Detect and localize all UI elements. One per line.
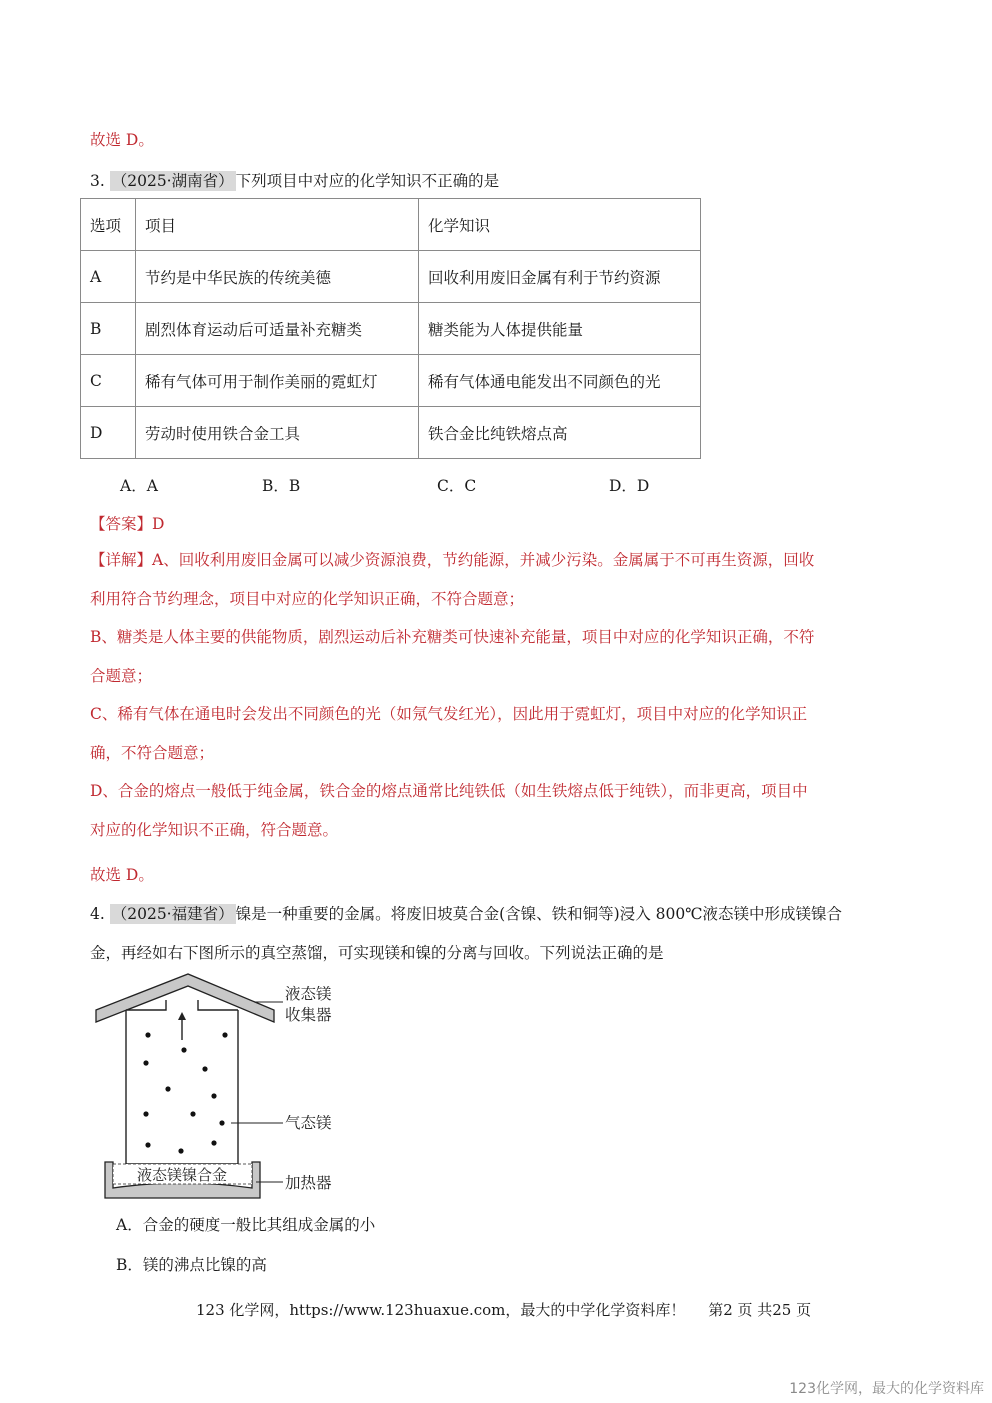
q3-option-d: D．D xyxy=(609,477,650,495)
q3-source-tag: （2025·湖南省） xyxy=(111,172,234,190)
table-cell: 回收利用废旧金属有利于节约资源 xyxy=(419,251,701,303)
table-cell: A xyxy=(81,251,136,303)
q3-answer xyxy=(90,512,164,534)
detail-label: 【详解】 xyxy=(90,551,153,569)
table-cell: 剧烈体育运动后可适量补充糖类 xyxy=(136,303,419,355)
q3-option-b: B．B xyxy=(262,477,301,495)
alloy-label: 液态镁镍合金 xyxy=(136,1166,228,1184)
page-footer xyxy=(196,1299,811,1320)
table-row xyxy=(81,407,701,459)
q3-number: 3. xyxy=(90,172,105,190)
detail-line xyxy=(90,541,905,580)
q3-stem: 下列项目中对应的化学知识不正确的是 xyxy=(235,172,500,190)
q3-option-a: A．A xyxy=(120,477,158,495)
table-cell: 糖类能为人体提供能量 xyxy=(419,303,701,355)
collector-label-2: 收集器 xyxy=(285,1006,332,1024)
detail-line: 对应的化学知识不正确，符合题意。 xyxy=(90,820,339,839)
q4-option-a: A．合金的硬度一般比其组成金属的小 xyxy=(116,1216,376,1234)
table-cell: 稀有气体可用于制作美丽的霓虹灯 xyxy=(136,355,419,407)
prev-conclusion: 故选 D。 xyxy=(90,131,154,149)
footer-text: 123 化学网，https://www.123huaxue.com，最大的中学化学资料库！ xyxy=(196,1301,686,1319)
q3-detail xyxy=(90,541,905,849)
detail-line: 合题意； xyxy=(90,666,153,685)
q4-number: 4. xyxy=(90,905,105,923)
detail-line: D、合金的熔点一般低于纯金属，铁合金的熔点通常比纯铁低（如生铁熔点低于纯铁），而非更高，项目中 xyxy=(90,782,808,800)
gas-label: 气态镁 xyxy=(285,1114,332,1132)
q4-stem-line2: 金，再经如右下图所示的真空蒸馏，可实现镁和镍的分离与回收。下列说法正确的是 xyxy=(90,944,664,962)
q4-option-b: B．镁的沸点比镍的高 xyxy=(116,1256,267,1274)
q4-stem: 镍是一种重要的金属。将废旧坡莫合金(含镍、铁和铜等)浸入 800℃液态镁中形成镁镍合 xyxy=(235,905,843,923)
heater-label: 加热器 xyxy=(285,1174,332,1192)
table-cell: 劳动时使用铁合金工具 xyxy=(136,407,419,459)
table-row xyxy=(81,303,701,355)
table-row xyxy=(81,355,701,407)
q4-stem-line1 xyxy=(90,902,842,924)
detail-line: B、糖类是人体主要的供能物质，剧烈运动后补充糖类可快速补充能量，项目中对应的化学知识正确，不符 xyxy=(90,628,815,646)
watermark: 123化学网，最大的化学资料库 xyxy=(789,1381,984,1397)
q3-stem-line xyxy=(90,169,499,191)
answer-value: D xyxy=(152,515,165,533)
answer-label: 【答案】 xyxy=(90,515,153,533)
collector-label-1: 液态镁 xyxy=(285,985,332,1003)
detail-line: 确，不符合题意； xyxy=(90,743,215,762)
q3-conclusion: 故选 D。 xyxy=(90,866,154,884)
table-cell: 铁合金比纯铁熔点高 xyxy=(419,407,701,459)
table-row xyxy=(81,251,701,303)
table-cell: 稀有气体通电能发出不同颜色的光 xyxy=(419,355,701,407)
table-cell: B xyxy=(81,303,136,355)
q3-option-c: C．C xyxy=(437,477,477,495)
q4-source-tag: （2025·福建省） xyxy=(111,905,234,923)
detail-line: C、稀有气体在通电时会发出不同颜色的光（如氖气发红光），因此用于霓虹灯，项目中对应的化学知识正 xyxy=(90,705,808,723)
table-header-cell: 选项 xyxy=(81,199,136,251)
vacuum-distillation-diagram xyxy=(88,970,368,1205)
table-header-cell: 化学知识 xyxy=(419,199,701,251)
table-cell: D xyxy=(81,407,136,459)
q3-table xyxy=(80,198,701,459)
page-number: 第2 页 共25 页 xyxy=(708,1301,812,1319)
table-header-row xyxy=(81,199,701,251)
table-cell: 节约是中华民族的传统美德 xyxy=(136,251,419,303)
table-cell: C xyxy=(81,355,136,407)
table-header-cell: 项目 xyxy=(136,199,419,251)
detail-line: 利用符合节约理念，项目中对应的化学知识正确，不符合题意； xyxy=(90,589,525,608)
detail-text: A、回收利用废旧金属可以减少资源浪费，节约能源，并减少污染。金属属于不可再生资源，回收 xyxy=(152,551,815,569)
